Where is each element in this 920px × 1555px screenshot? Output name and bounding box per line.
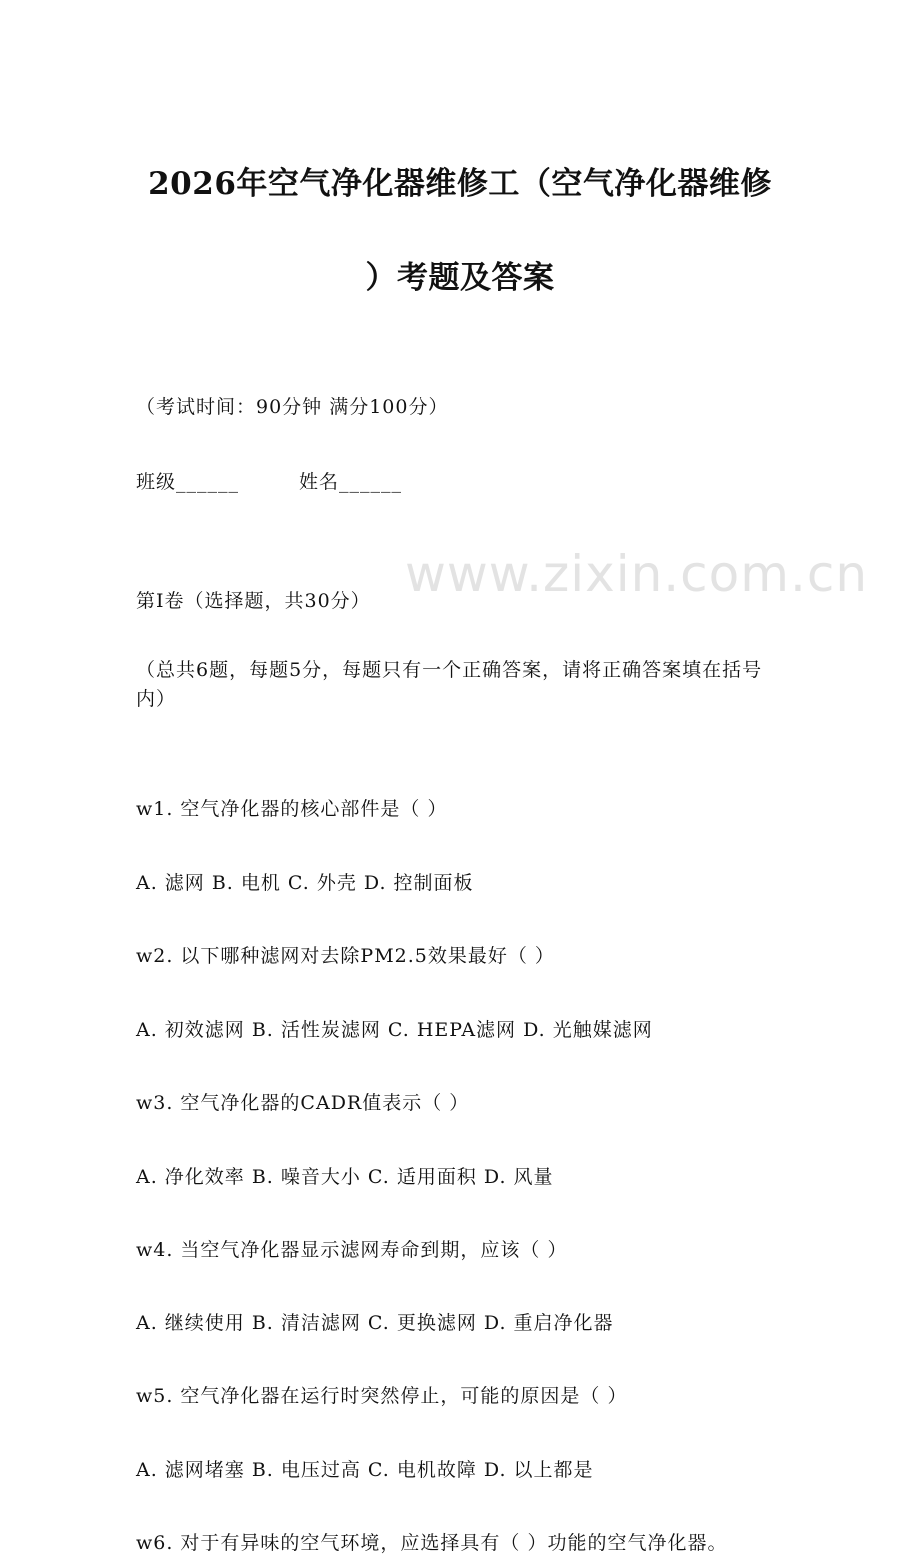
section-title: 第I卷（选择题，共30分） xyxy=(136,590,371,612)
name-field-label: 姓名______ xyxy=(299,471,403,493)
question-5: w5. 空气净化器在运行时突然停止，可能的原因是（ ） xyxy=(136,1385,628,1407)
class-field-label: 班级______ xyxy=(136,471,240,493)
question-4-options: A. 继续使用 B. 清洁滤网 C. 更换滤网 D. 重启净化器 xyxy=(136,1312,614,1334)
question-4: w4. 当空气净化器显示滤网寿命到期，应该（ ） xyxy=(136,1239,568,1261)
instructions: （总共6题，每题5分，每题只有一个正确答案，请将正确答案填在括号内） xyxy=(136,659,763,710)
question-2: w2. 以下哪种滤网对去除PM2.5效果最好（ ） xyxy=(136,945,555,967)
watermark-text: www.zixin.com.cn xyxy=(405,545,869,603)
question-5-options: A. 滤网堵塞 B. 电压过高 C. 电机故障 D. 以上都是 xyxy=(136,1459,594,1481)
document-title-line-2: ）考题及答案 xyxy=(365,260,555,296)
exam-info: （考试时间：90分钟 满分100分） xyxy=(136,396,449,418)
question-2-options: A. 初效滤网 B. 活性炭滤网 C. HEPA滤网 D. 光触媒滤网 xyxy=(136,1019,653,1041)
document-title-line-1: 2026年空气净化器维修工（空气净化器维修 xyxy=(148,166,772,202)
question-3: w3. 空气净化器的CADR值表示（ ） xyxy=(136,1092,470,1114)
question-1: w1. 空气净化器的核心部件是（ ） xyxy=(136,798,448,820)
student-info-row xyxy=(136,467,920,494)
question-1-options: A. 滤网 B. 电机 C. 外壳 D. 控制面板 xyxy=(136,872,474,894)
question-6: w6. 对于有异味的空气环境，应选择具有（ ）功能的空气净化器。 xyxy=(136,1532,728,1554)
question-3-options: A. 净化效率 B. 噪音大小 C. 适用面积 D. 风量 xyxy=(136,1166,554,1188)
